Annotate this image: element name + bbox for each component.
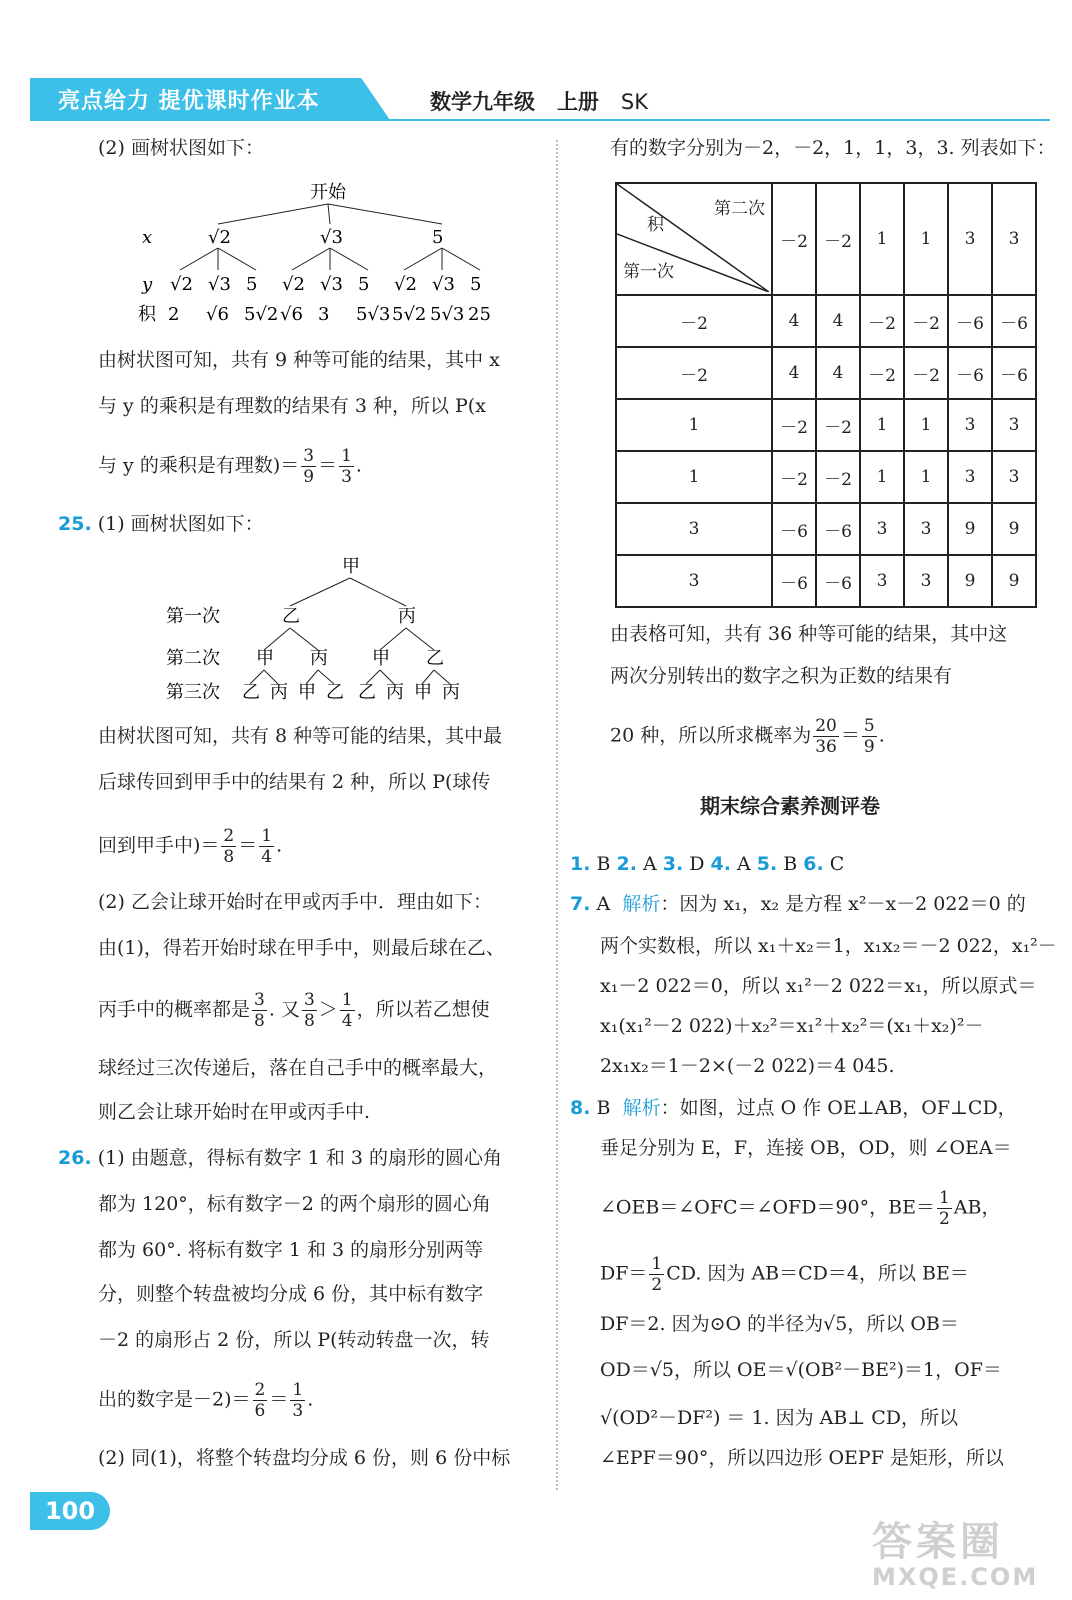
table-cell: 1 bbox=[904, 399, 948, 451]
q7-line1: 7. A 解析：因为 x₁，x₂ 是方程 x²－x－2 022＝0 的 bbox=[570, 893, 1026, 915]
table-corner-corner_bottom: 第一次 bbox=[623, 262, 674, 282]
edition: SK bbox=[620, 90, 648, 114]
tree1-prod-node: 5√2 bbox=[392, 304, 427, 325]
tree1-branch bbox=[218, 248, 256, 270]
table-row bbox=[616, 503, 1036, 555]
tree1-y-node: √3 bbox=[432, 274, 455, 295]
table-cell: －2 bbox=[860, 347, 904, 399]
product-table bbox=[615, 182, 1037, 608]
q8-line4: DF＝ $\frac{1}{2}$ CD. 因为 AB＝CD＝4，所以 BE＝ bbox=[600, 1254, 969, 1295]
tree2-branch bbox=[406, 628, 434, 650]
q25-part2: (2) 乙会让球开始时在甲或丙手中．理由如下： bbox=[98, 891, 492, 913]
tree1-prod-node: 5√3 bbox=[356, 304, 391, 325]
answer-choice: C bbox=[823, 853, 845, 875]
after-table-2: 两次分别转出的数字之积为正数的结果有 bbox=[610, 665, 953, 687]
q26-text2: 都为 120°，标有数字－2 的两个扇形的圆心角 bbox=[98, 1193, 491, 1215]
table-col-header: －2 bbox=[772, 183, 816, 295]
tree1-y-node: √2 bbox=[282, 274, 305, 295]
page-number: 100 bbox=[30, 1492, 110, 1530]
q26-text5: －2 的扇形占 2 份，所以 P(转动转盘一次，转 bbox=[98, 1329, 490, 1351]
tree2-branch bbox=[290, 578, 350, 606]
tree2-branch bbox=[264, 628, 290, 650]
tree1-branch bbox=[442, 248, 480, 270]
answer-row bbox=[570, 852, 844, 876]
header-rule bbox=[30, 119, 1050, 121]
table-cell: 4 bbox=[816, 347, 860, 399]
answer-number: 1. bbox=[570, 853, 591, 875]
table-row bbox=[616, 347, 1036, 399]
table-row-header: 3 bbox=[616, 555, 772, 607]
tree1-y-node: √2 bbox=[394, 274, 417, 295]
table-cell: 4 bbox=[772, 295, 816, 347]
table-row bbox=[616, 555, 1036, 607]
q25-text2: 后球传回到甲手中的结果有 2 种，所以 P(球传 bbox=[98, 771, 491, 793]
tree1-prod-label: 积 bbox=[138, 304, 156, 325]
q26-text4: 分，则整个转盘被均分成 6 份，其中标有数字 bbox=[98, 1283, 484, 1305]
tree2-l2-node: 甲 bbox=[372, 648, 390, 669]
q8-line2: 垂足分别为 E，F，连接 OB，OD，则 ∠OEA＝ bbox=[600, 1137, 1012, 1159]
tree1-branch bbox=[292, 248, 330, 270]
series-title: 亮点给力 提优课时作业本 bbox=[58, 89, 320, 114]
table-cell: 3 bbox=[992, 399, 1036, 451]
q26-text7: (2) 同(1)，将整个转盘均分成 6 份，则 6 份中标 bbox=[98, 1447, 511, 1469]
q26-text3: 都为 60°. 将标有数字 1 和 3 的扇形分别两等 bbox=[98, 1239, 484, 1261]
table-cell: －2 bbox=[816, 399, 860, 451]
table-row bbox=[616, 451, 1036, 503]
tree1-prod-node: 5√2 bbox=[244, 304, 279, 325]
table-col-header: 3 bbox=[948, 183, 992, 295]
q25-line bbox=[58, 512, 264, 536]
table-cell: 9 bbox=[948, 503, 992, 555]
table-cell: 9 bbox=[948, 555, 992, 607]
table-cell: －6 bbox=[948, 295, 992, 347]
table-cell: －2 bbox=[904, 295, 948, 347]
tree2-l3-node: 乙 bbox=[358, 682, 376, 703]
q7-line4: x₁(x₁²－2 022)＋x₂²＝x₁²＋x₂²＝(x₁＋x₂)²－ bbox=[600, 1015, 984, 1037]
table-cell: －2 bbox=[904, 347, 948, 399]
subject: 数学九年级 bbox=[430, 90, 535, 114]
tree2-l3-node: 丙 bbox=[442, 682, 460, 703]
exam-title: 期末综合素养测评卷 bbox=[700, 794, 880, 818]
table-cell: 3 bbox=[992, 451, 1036, 503]
table-cell: 3 bbox=[860, 503, 904, 555]
q25-text1: 由树状图可知，共有 8 种等可能的结果，其中最 bbox=[98, 725, 503, 747]
tree-diagram-1 bbox=[130, 178, 510, 328]
table-header-row bbox=[616, 183, 1036, 295]
table-col-header: 3 bbox=[992, 183, 1036, 295]
table-cell: －2 bbox=[860, 295, 904, 347]
tree2-l3-node: 甲 bbox=[414, 682, 432, 703]
tree1-y-node: √2 bbox=[170, 274, 193, 295]
tree2-l3-node: 乙 bbox=[242, 682, 260, 703]
table-cell: －6 bbox=[992, 295, 1036, 347]
tree2-l1-node: 丙 bbox=[398, 606, 416, 627]
tree2-l3-node: 甲 bbox=[298, 682, 316, 703]
fraction: $\frac{3}{9}$ bbox=[303, 446, 315, 487]
q8-line3: ∠OEB＝∠OFC＝∠OFD＝90°，BE＝ $\frac{1}{2}$ AB， bbox=[600, 1188, 1001, 1229]
table-cell: －6 bbox=[948, 347, 992, 399]
after-table-1: 由表格可知，共有 36 种等可能的结果，其中这 bbox=[610, 623, 1008, 645]
table-cell: 1 bbox=[860, 399, 904, 451]
q25-text6: 球经过三次传递后，落在自己手中的概率最大， bbox=[98, 1057, 498, 1079]
tree1-prod-node: √6 bbox=[280, 304, 303, 325]
tree2-branch bbox=[290, 628, 318, 650]
tree1-x-node: √3 bbox=[320, 227, 343, 248]
q8-line8: ∠EPF＝90°，所以四边形 OEPF 是矩形，所以 bbox=[600, 1447, 1004, 1469]
q8-line1: 8. B 解析：如图，过点 O 作 OE⊥AB，OF⊥CD， bbox=[570, 1097, 1017, 1119]
q26-text6: 出的数字是－2)＝ $\frac{2}{6}$ ＝ $\frac{1}{3}$ . bbox=[98, 1380, 314, 1421]
tree1-y-node: √3 bbox=[320, 274, 343, 295]
table-cell: 1 bbox=[860, 451, 904, 503]
table-cell: －2 bbox=[772, 399, 816, 451]
q24-part2: (2) 画树状图如下： bbox=[98, 137, 264, 159]
q7-line3: x₁－2 022＝0，所以 x₁²－2 022＝x₁，所以原式＝ bbox=[600, 975, 1037, 997]
volume: 上册 bbox=[556, 90, 599, 114]
tree2-label3: 第三次 bbox=[166, 682, 220, 703]
table-corner-corner_mid: 积 bbox=[647, 215, 664, 235]
tree1-y-node: 5 bbox=[470, 274, 482, 295]
tree1-root: 开始 bbox=[310, 182, 346, 203]
tree1-y-node: 5 bbox=[246, 274, 258, 295]
q26-line: 26. (1) 由题意，得标有数字 1 和 3 的扇形的圆心角 bbox=[58, 1147, 503, 1169]
q25-part1: (1) 画树状图如下： bbox=[97, 513, 264, 535]
table-col-header: －2 bbox=[816, 183, 860, 295]
table-row-header: －2 bbox=[616, 347, 772, 399]
question-number: 25. bbox=[58, 513, 92, 535]
tree1-prod-node: 25 bbox=[468, 304, 491, 325]
watermark: 答案圈 MXQE.COM bbox=[872, 1519, 1039, 1591]
tree1-branch bbox=[404, 248, 442, 270]
table-cell: 3 bbox=[948, 451, 992, 503]
tree2-l2-node: 丙 bbox=[310, 648, 328, 669]
table-cell: －6 bbox=[772, 503, 816, 555]
table-row bbox=[616, 295, 1036, 347]
tree2-label2: 第二次 bbox=[166, 648, 220, 669]
tree2-root: 甲 bbox=[342, 556, 360, 577]
q24-text1: 由树状图可知，共有 9 种等可能的结果，其中 x bbox=[98, 349, 500, 371]
tree1-x-node: 5 bbox=[432, 227, 444, 248]
tree2-l3-node: 丙 bbox=[386, 682, 404, 703]
table-cell: 4 bbox=[772, 347, 816, 399]
q8-line7: √(OD²－DF²) ＝ 1. 因为 AB⊥ CD，所以 bbox=[600, 1407, 959, 1429]
table-cell: －6 bbox=[816, 503, 860, 555]
tree1-x-node: √2 bbox=[208, 227, 231, 248]
table-corner bbox=[616, 183, 772, 295]
table-cell: 3 bbox=[948, 399, 992, 451]
q7-line5: 2x₁x₂＝1－2×(－2 022)＝4 045. bbox=[600, 1055, 895, 1077]
answer-number: 2. bbox=[616, 853, 637, 875]
after-table-3: 20 种，所以所求概率为 $\frac{20}{36}$ ＝ $\frac{5}{9}$ . bbox=[610, 716, 885, 757]
table-cell: －6 bbox=[992, 347, 1036, 399]
table-corner-corner_top: 第二次 bbox=[714, 199, 765, 219]
table-cell: 3 bbox=[860, 555, 904, 607]
q24-text2: 与 y 的乘积是有理数的结果有 3 种，所以 P(x bbox=[98, 395, 486, 417]
table-cell: 3 bbox=[904, 503, 948, 555]
tree2-branch bbox=[350, 578, 406, 606]
q25-text4: 由(1)，得若开始时球在甲手中，则最后球在乙、 bbox=[98, 937, 505, 959]
tree2-l2-node: 乙 bbox=[426, 648, 444, 669]
tree1-y-node: 5 bbox=[358, 274, 370, 295]
table-cell: －6 bbox=[816, 555, 860, 607]
answer-choice: B bbox=[777, 853, 804, 875]
table-row bbox=[616, 399, 1036, 451]
fraction: $\frac{1}{3}$ bbox=[341, 446, 352, 487]
q24-text3: 与 y 的乘积是有理数)＝ $\frac{3}{9}$ ＝ $\frac{1}{3}$ . bbox=[98, 446, 362, 487]
answer-number: 6. bbox=[803, 853, 824, 875]
tree2-l3-node: 丙 bbox=[270, 682, 288, 703]
analysis-tag: 解析 bbox=[622, 1097, 661, 1119]
table-row-header: 1 bbox=[616, 451, 772, 503]
table-cell: －2 bbox=[772, 451, 816, 503]
q8-line5: DF＝2. 因为⊙O 的半径为√5，所以 OB＝ bbox=[600, 1313, 959, 1335]
q25-text3: 回到甲手中)＝ $\frac{2}{8}$ ＝ $\frac{1}{4}$ . bbox=[98, 826, 283, 867]
table-row-header: 3 bbox=[616, 503, 772, 555]
q24-text3-lead: 与 y 的乘积是有理数)＝ bbox=[98, 454, 300, 477]
table-col-header: 1 bbox=[904, 183, 948, 295]
q8-line6: OD＝√5，所以 OE＝√(OB²－BE²)＝1，OF＝ bbox=[600, 1359, 1002, 1381]
column-divider bbox=[556, 140, 558, 1490]
tree2-l1-node: 乙 bbox=[282, 606, 300, 627]
answer-number: 4. bbox=[710, 853, 731, 875]
analysis-tag: 解析 bbox=[622, 893, 661, 915]
q25-text7: 则乙会让球开始时在甲或丙手中. bbox=[98, 1101, 371, 1123]
tree1-x-label: x bbox=[142, 227, 153, 248]
table-cell: 9 bbox=[992, 555, 1036, 607]
answer-choice: D bbox=[683, 853, 711, 875]
question-number: 26. bbox=[58, 1147, 92, 1169]
tree1-y-label: y bbox=[142, 274, 153, 295]
subject-label bbox=[430, 86, 648, 116]
tree2-label1: 第一次 bbox=[166, 606, 220, 627]
answer-number: 5. bbox=[756, 853, 778, 875]
table-row-header: －2 bbox=[616, 295, 772, 347]
tree-diagram-2 bbox=[160, 554, 490, 704]
answer-choice: A bbox=[730, 853, 757, 875]
table-cell: 1 bbox=[904, 451, 948, 503]
tree2-l3-node: 乙 bbox=[326, 682, 344, 703]
answer-number: 3. bbox=[662, 853, 684, 875]
tree2-branch bbox=[380, 628, 406, 650]
q25-text5: 丙手中的概率都是 $\frac{3}{8}$ . 又 $\frac{3}{8}$ ＞ $\frac{1}{4}$ ，所以若乙想使 bbox=[98, 990, 490, 1031]
table-col-header: 1 bbox=[860, 183, 904, 295]
tree1-prod-node: 3 bbox=[318, 304, 330, 325]
tree2-l2-node: 甲 bbox=[256, 648, 274, 669]
table-intro: 有的数字分别为－2，－2，1，1，3，3. 列表如下： bbox=[610, 137, 1056, 159]
table-row-header: 1 bbox=[616, 399, 772, 451]
answer-choice: B bbox=[590, 853, 617, 875]
tree1-branch bbox=[180, 248, 218, 270]
tree1-branch bbox=[330, 248, 368, 270]
table-cell: 4 bbox=[816, 295, 860, 347]
tree1-y-node: √3 bbox=[208, 274, 231, 295]
answer-choice: A bbox=[636, 853, 663, 875]
tree1-prod-node: √6 bbox=[206, 304, 229, 325]
table-cell: 3 bbox=[904, 555, 948, 607]
tree1-prod-node: 5√3 bbox=[430, 304, 465, 325]
table-cell: －6 bbox=[772, 555, 816, 607]
tree1-prod-node: 2 bbox=[168, 304, 180, 325]
table-cell: 9 bbox=[992, 503, 1036, 555]
table-cell: －2 bbox=[816, 451, 860, 503]
q7-line2: 两个实数根，所以 x₁＋x₂＝1，x₁x₂＝－2 022，x₁²－ bbox=[600, 935, 1057, 957]
